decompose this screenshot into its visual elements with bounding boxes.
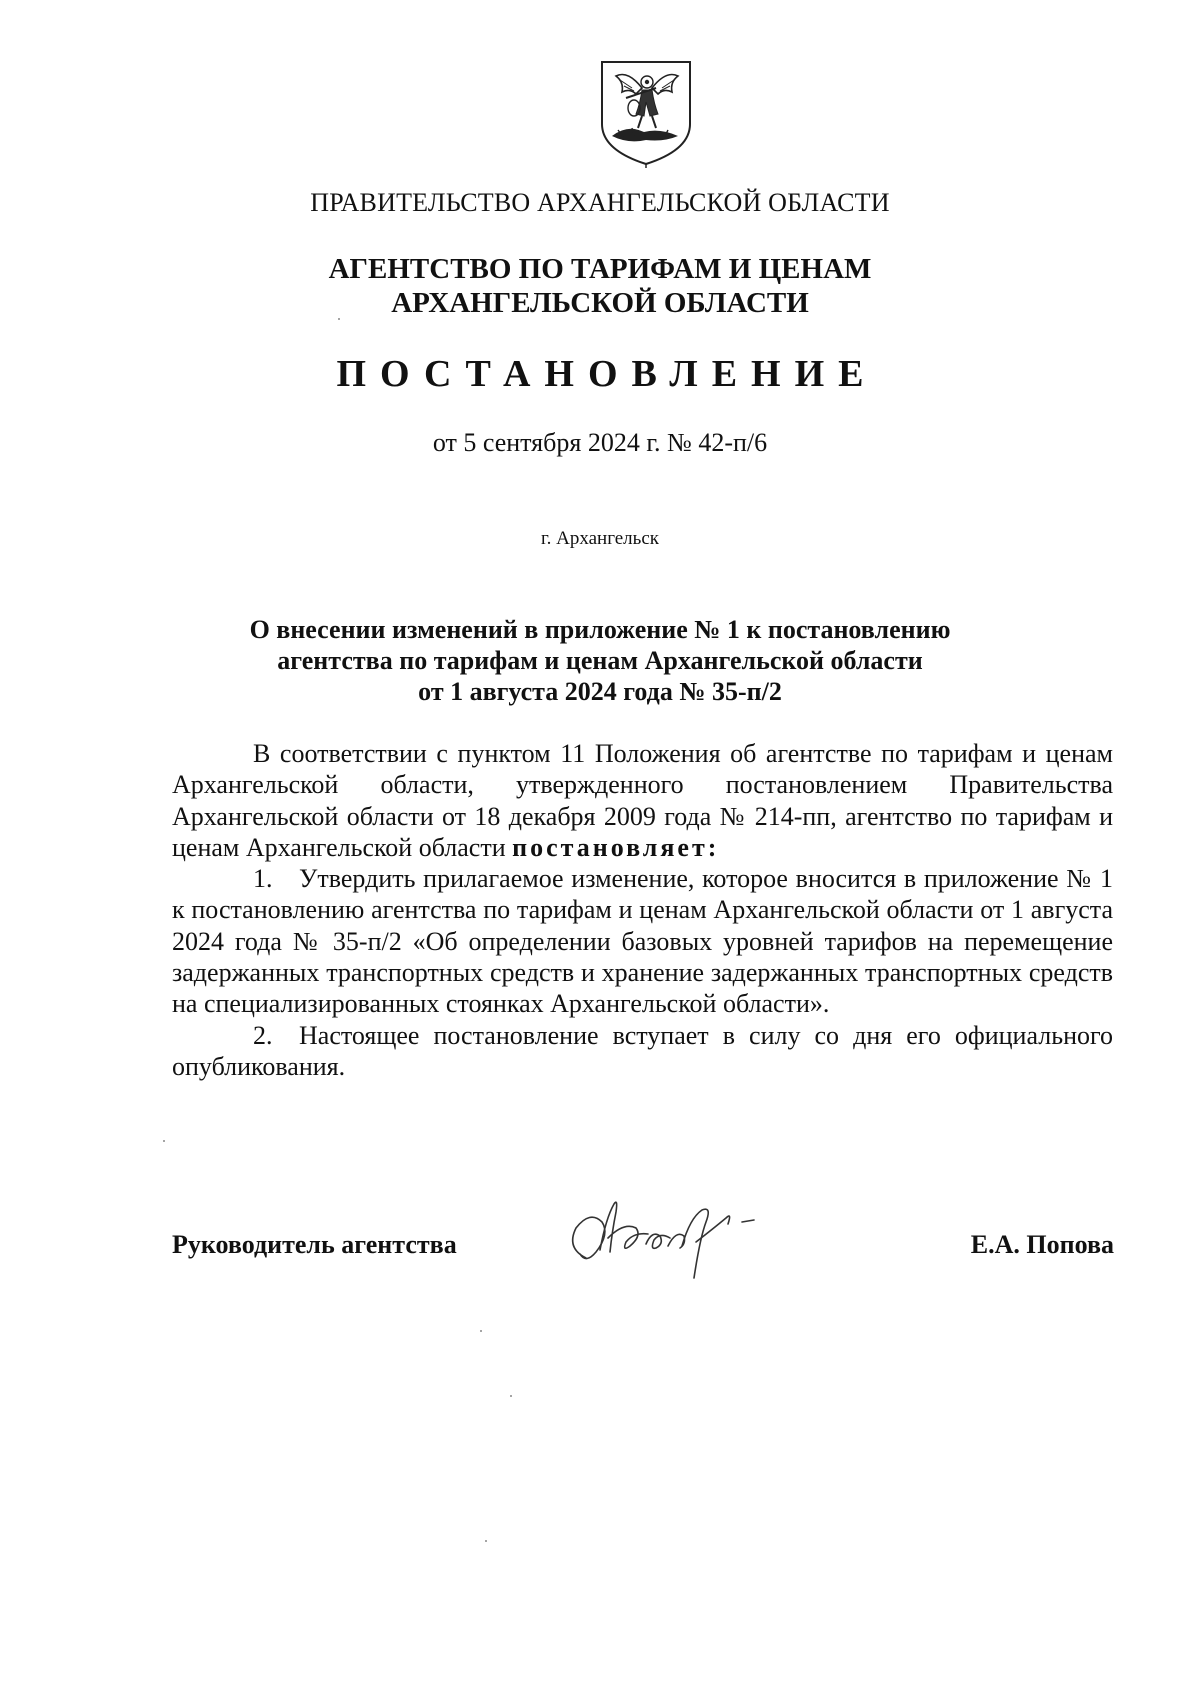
document-date-number: от 5 сентября 2024 г. № 42-п/6 bbox=[432, 428, 768, 457]
scan-speck bbox=[338, 318, 340, 320]
scan-speck bbox=[163, 1140, 165, 1142]
item-2-number: 2. bbox=[253, 1020, 273, 1050]
scan-speck bbox=[510, 1395, 512, 1397]
agency-name bbox=[0, 252, 1200, 320]
resolves-word: постановляет: bbox=[512, 832, 720, 862]
document-type: ПОСТАНОВЛЕНИЕ bbox=[336, 353, 878, 395]
item-2-text: Настоящее постановление вступает в силу со дня его официального опубликования. bbox=[172, 1020, 1113, 1081]
government-name: ПРАВИТЕЛЬСТВО АРХАНГЕЛЬСКОЙ ОБЛАСТИ bbox=[310, 188, 890, 217]
item-1-number: 1. bbox=[253, 864, 273, 894]
document-body bbox=[172, 738, 1113, 1082]
document-city: г. Архангельск bbox=[540, 528, 659, 549]
handwritten-signature bbox=[556, 1188, 788, 1288]
preamble-text: В соответствии с пунктом 11 Положения об агентстве по тарифам и ценам Архангельской области, утвержденного постановлением Правительства Архангельской области от 18 декабря 2009 года № 214-пп, агентство по тарифам и ценам Архангельской области bbox=[172, 739, 1113, 862]
signatory-name: Е.А. Попова bbox=[970, 1230, 1114, 1259]
title-line-1: О внесении изменений в приложение № 1 к постановлению bbox=[249, 615, 951, 644]
title-line-3: от 1 августа 2024 года № 35-п/2 bbox=[418, 677, 782, 706]
document-title bbox=[0, 614, 1200, 707]
item-1-paragraph bbox=[172, 863, 1113, 1019]
item-2-paragraph bbox=[172, 1020, 1113, 1083]
agency-name-line-1: АГЕНТСТВО ПО ТАРИФАМ И ЦЕНАМ bbox=[328, 253, 872, 285]
agency-name-line-2: АРХАНГЕЛЬСКОЙ ОБЛАСТИ bbox=[391, 287, 809, 319]
preamble-paragraph bbox=[172, 738, 1113, 863]
signatory-role: Руководитель агентства bbox=[172, 1230, 457, 1259]
archangel-coat-of-arms-icon bbox=[598, 58, 694, 168]
scan-speck bbox=[485, 1540, 487, 1542]
title-line-2: агентства по тарифам и ценам Архангельской области bbox=[277, 646, 923, 675]
scan-speck bbox=[480, 1330, 482, 1332]
item-1-text: Утвердить прилагаемое изменение, которое вносится в приложение № 1 к постановлению агентства по тарифам и ценам Архангельской области от 1 августа 2024 года № 35-п/2 «Об определении базовых уровней тарифов на перемещение задержанных транспортных средств и хранение задержанных транспортных средств на специализированных стоянках Архангельской области». bbox=[172, 864, 1113, 1019]
